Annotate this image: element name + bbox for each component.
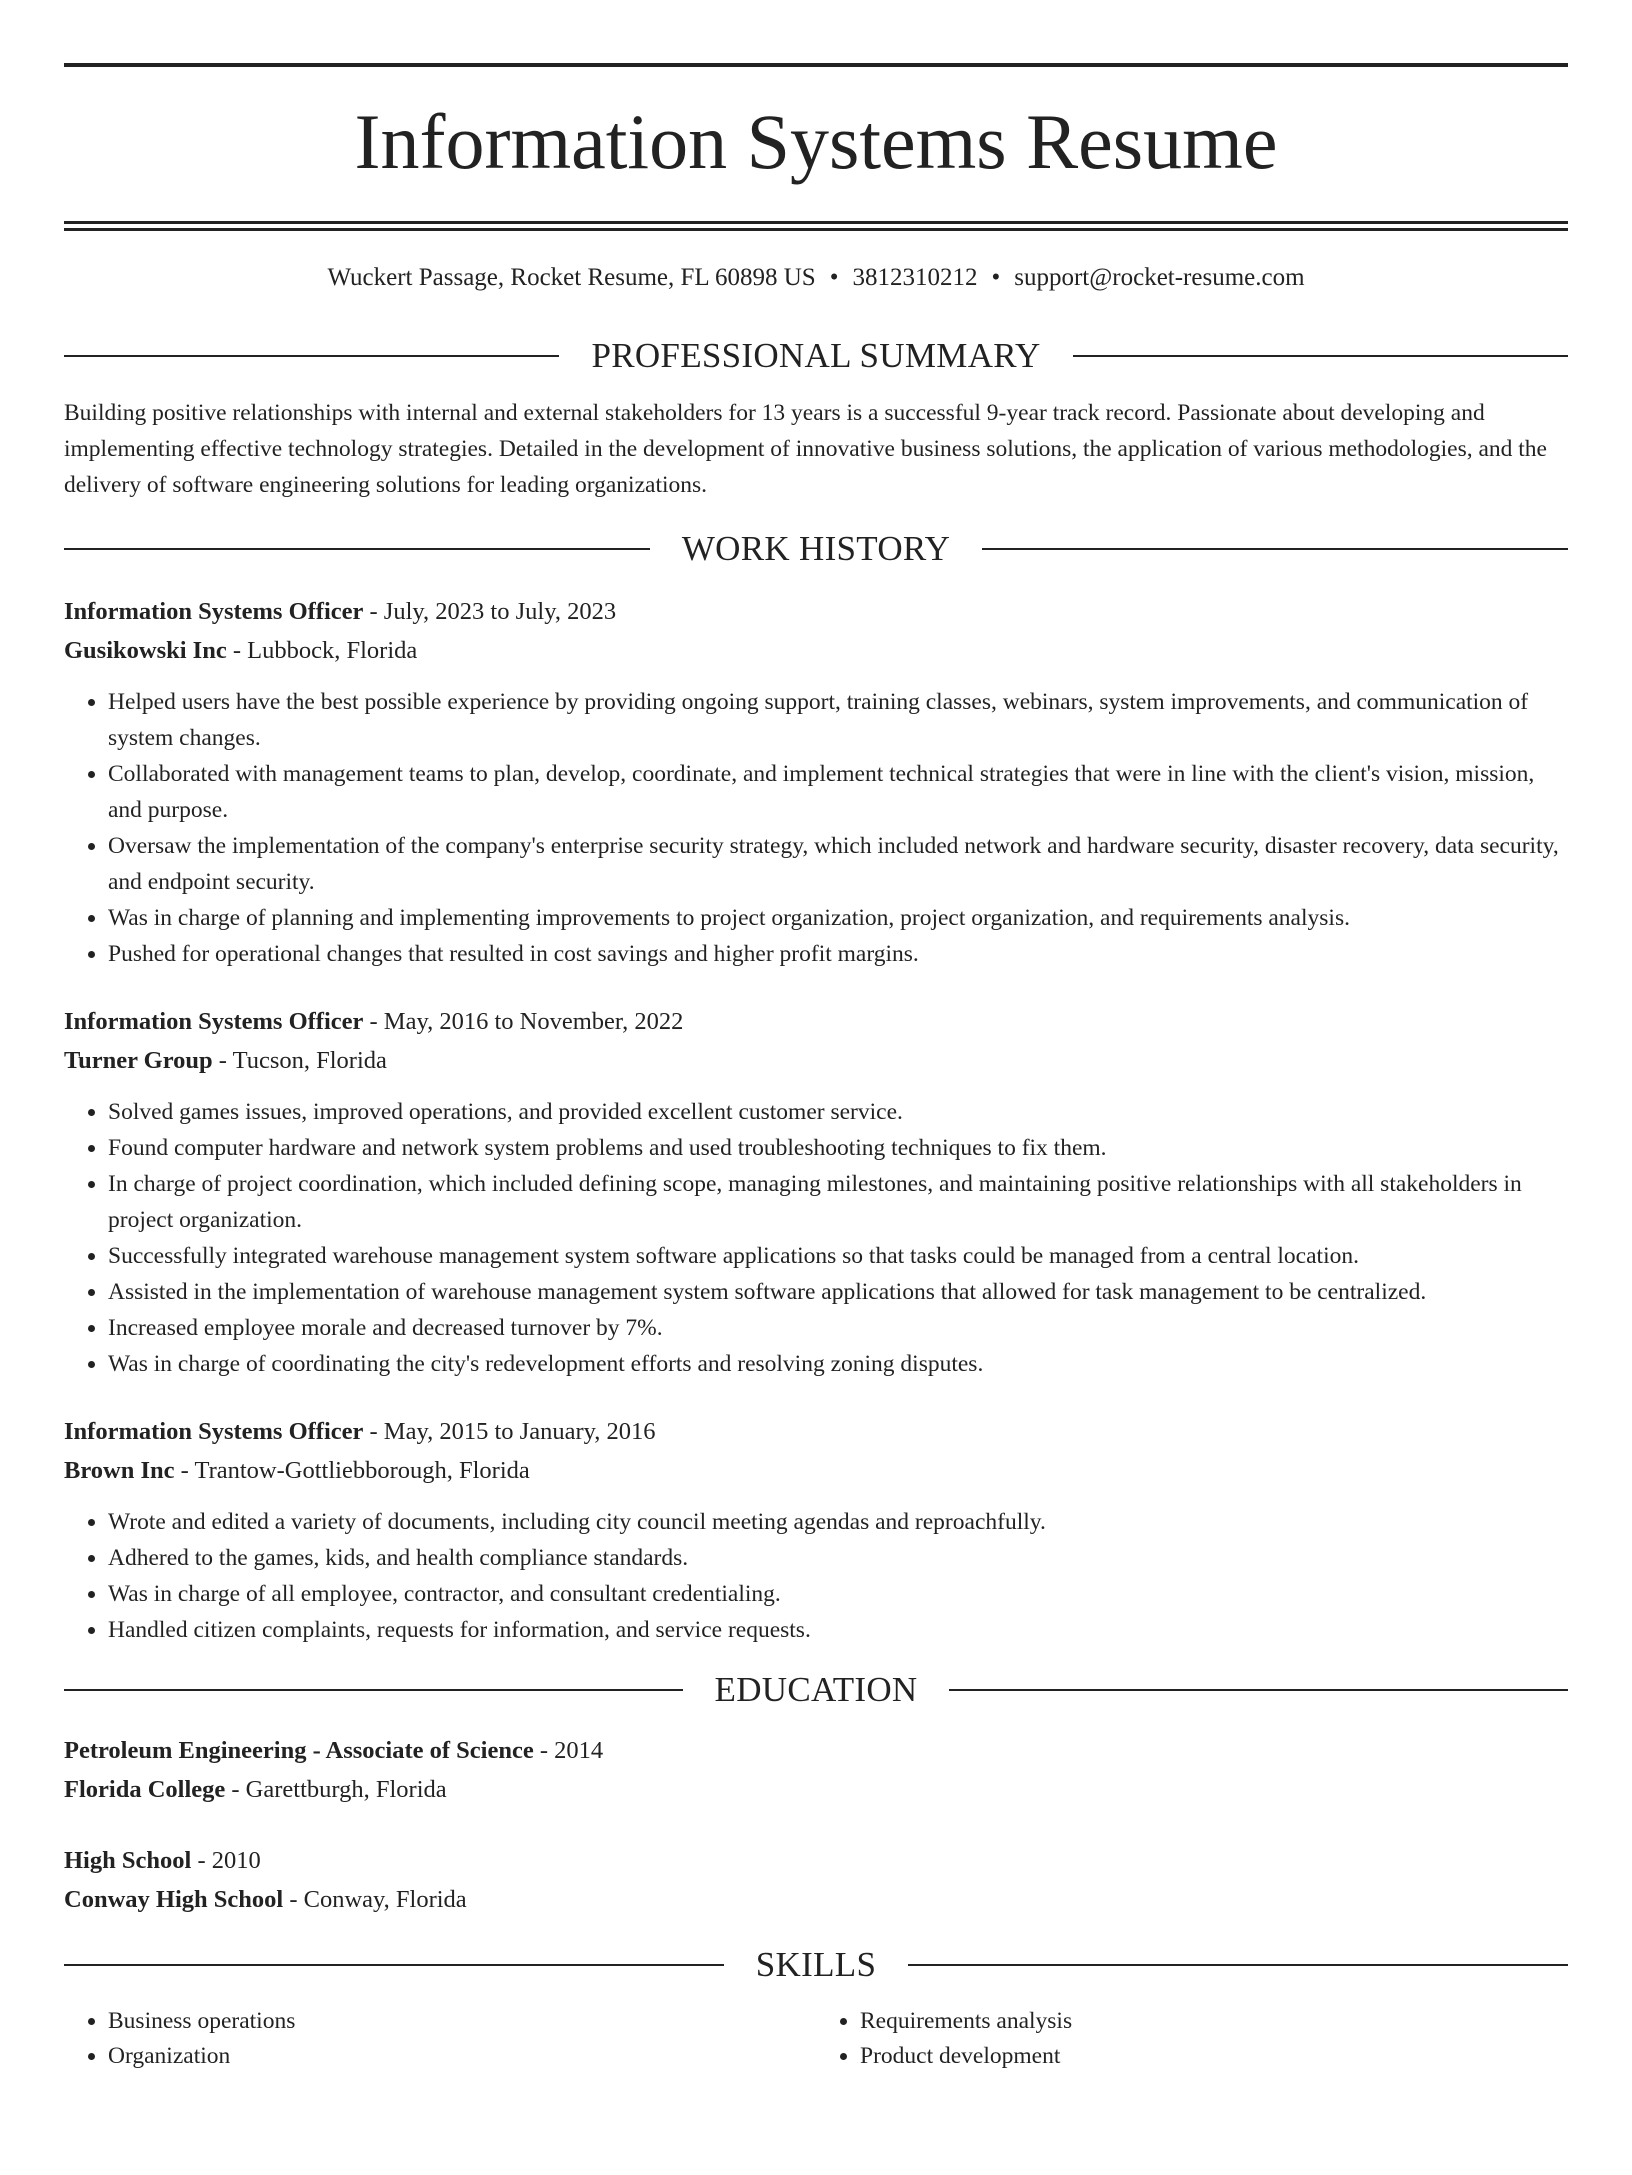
job-bullet: • Handled citizen complaints, requests for information, and service requests. xyxy=(108,1612,1568,1648)
job-dates: - May, 2015 to January, 2016 xyxy=(363,1418,656,1445)
section-rule-right xyxy=(908,1964,1568,1966)
job-company-line xyxy=(64,1451,1568,1490)
job-bullet: • Successfully integrated warehouse management system software applications so that tasks could be managed from a central location. xyxy=(108,1238,1568,1274)
section-header-education xyxy=(64,1672,1568,1707)
job-company-line xyxy=(64,631,1568,670)
section-title-work: WORK HISTORY xyxy=(681,529,951,568)
job-title-line xyxy=(64,1002,1568,1041)
job-location: - Tucson, Florida xyxy=(212,1047,387,1074)
section-rule-left xyxy=(64,1689,683,1691)
contact-separator: • xyxy=(829,264,839,291)
job-location: - Lubbock, Florida xyxy=(226,637,418,664)
skills-list xyxy=(64,2004,1568,2074)
contact-email: support@rocket-resume.com xyxy=(1014,264,1305,291)
section-rule-left xyxy=(64,548,650,550)
job-entry xyxy=(64,592,1568,972)
education-school-line xyxy=(64,1880,1568,1919)
education-year: - 2014 xyxy=(533,1737,604,1764)
contact-separator: • xyxy=(991,264,1001,291)
job-company-line xyxy=(64,1041,1568,1080)
job-bullet: • Oversaw the implementation of the company's enterprise security strategy, which included network and hardware security, disaster recovery, data security, and endpoint security. xyxy=(108,828,1568,900)
education-degree-line xyxy=(64,1841,1568,1880)
job-title-line xyxy=(64,592,1568,631)
education-degree: High School xyxy=(64,1847,192,1874)
section-rule-right xyxy=(949,1689,1568,1691)
job-title-line xyxy=(64,1412,1568,1451)
job-bullet: • Adhered to the games, kids, and health compliance standards. xyxy=(108,1540,1568,1576)
education-location: - Garettburgh, Florida xyxy=(225,1776,447,1803)
section-header-skills xyxy=(64,1947,1568,1982)
section-header-summary xyxy=(64,338,1568,373)
job-bullet: • Assisted in the implementation of warehouse management system software applications that allowed for task management to be centralized. xyxy=(108,1274,1568,1310)
job-bullet: • Found computer hardware and network system problems and used troubleshooting techniques to fix them. xyxy=(108,1130,1568,1166)
job-bullet: • Collaborated with management teams to plan, develop, coordinate, and implement technical strategies that were in line with the client's vision, mission, and purpose. xyxy=(108,756,1568,828)
job-bullet: • Increased employee morale and decreased turnover by 7%. xyxy=(108,1310,1568,1346)
section-rule-right xyxy=(982,548,1568,550)
job-bullet: • Pushed for operational changes that resulted in cost savings and higher profit margins. xyxy=(108,936,1568,972)
summary-paragraph: Building positive relationships with internal and external stakeholders for 13 years is a successful 9-year track record. Passionate about developing and implementing effective technology strategies. Detailed in the development of innovative business solutions, the application of various methodologies, and the delivery of software engineering solutions for leading organizations. xyxy=(64,400,1547,498)
contact-address: Wuckert Passage, Rocket Resume, FL 60898 US xyxy=(327,264,816,291)
job-bullet: • Was in charge of all employee, contractor, and consultant credentialing. xyxy=(108,1576,1568,1612)
education-year: - 2010 xyxy=(191,1847,261,1874)
education-school: Florida College xyxy=(64,1776,226,1803)
resume-page xyxy=(0,63,1632,2175)
job-title: Information Systems Officer xyxy=(64,598,364,625)
section-header-work xyxy=(64,531,1568,566)
job-entry xyxy=(64,1002,1568,1382)
skill-item: • Business operations xyxy=(108,2004,816,2039)
education-entry xyxy=(64,1731,1568,1809)
job-bullet: • Wrote and edited a variety of documents, including city council meeting agendas and reproachfully. xyxy=(108,1504,1568,1540)
job-bullet: • Solved games issues, improved operations, and provided excellent customer service. xyxy=(108,1094,1568,1130)
job-dates: - May, 2016 to November, 2022 xyxy=(363,1008,684,1035)
skills-column-right xyxy=(816,2004,1568,2074)
job-company: Gusikowski Inc xyxy=(64,637,227,664)
job-entry xyxy=(64,1412,1568,1648)
skill-item: • Product development xyxy=(860,2039,1568,2074)
education-location: - Conway, Florida xyxy=(283,1886,467,1913)
job-company: Turner Group xyxy=(64,1047,213,1074)
skills-column-left xyxy=(64,2004,816,2074)
section-rule-left xyxy=(64,1964,724,1966)
job-bullets xyxy=(64,1504,1568,1648)
job-company: Brown Inc xyxy=(64,1457,175,1484)
job-bullet: • Helped users have the best possible experience by providing ongoing support, training classes, webinars, system improvements, and communication of system changes. xyxy=(108,684,1568,756)
section-title-education: EDUCATION xyxy=(714,1670,918,1709)
job-bullets xyxy=(64,684,1568,972)
section-title-summary: PROFESSIONAL SUMMARY xyxy=(591,336,1041,375)
education-school-line xyxy=(64,1770,1568,1809)
section-title-skills: SKILLS xyxy=(755,1945,877,1984)
job-dates: - July, 2023 to July, 2023 xyxy=(363,598,617,625)
title-double-rule xyxy=(64,221,1568,231)
job-bullets xyxy=(64,1094,1568,1382)
contact-line xyxy=(64,265,1568,290)
job-bullet: • Was in charge of planning and implementing improvements to project organization, project organization, and requirements analysis. xyxy=(108,900,1568,936)
job-bullet: • In charge of project coordination, which included defining scope, managing milestones, and maintaining positive relationships with all stakeholders in project organization. xyxy=(108,1166,1568,1238)
education-degree: Petroleum Engineering - Associate of Science xyxy=(64,1737,534,1764)
top-rule xyxy=(64,63,1568,67)
education-degree-line xyxy=(64,1731,1568,1770)
contact-phone: 3812310212 xyxy=(852,264,978,291)
section-rule-right xyxy=(1073,355,1568,357)
resume-title: Information Systems Resume xyxy=(354,98,1278,185)
skill-item: • Organization xyxy=(108,2039,816,2074)
job-bullet: • Was in charge of coordinating the city's redevelopment efforts and resolving zoning disputes. xyxy=(108,1346,1568,1382)
education-entry xyxy=(64,1841,1568,1919)
job-location: - Trantow-Gottliebborough, Florida xyxy=(174,1457,530,1484)
section-rule-left xyxy=(64,355,559,357)
job-title: Information Systems Officer xyxy=(64,1008,364,1035)
skill-item: • Requirements analysis xyxy=(860,2004,1568,2039)
education-school: Conway High School xyxy=(64,1886,284,1913)
job-title: Information Systems Officer xyxy=(64,1418,364,1445)
